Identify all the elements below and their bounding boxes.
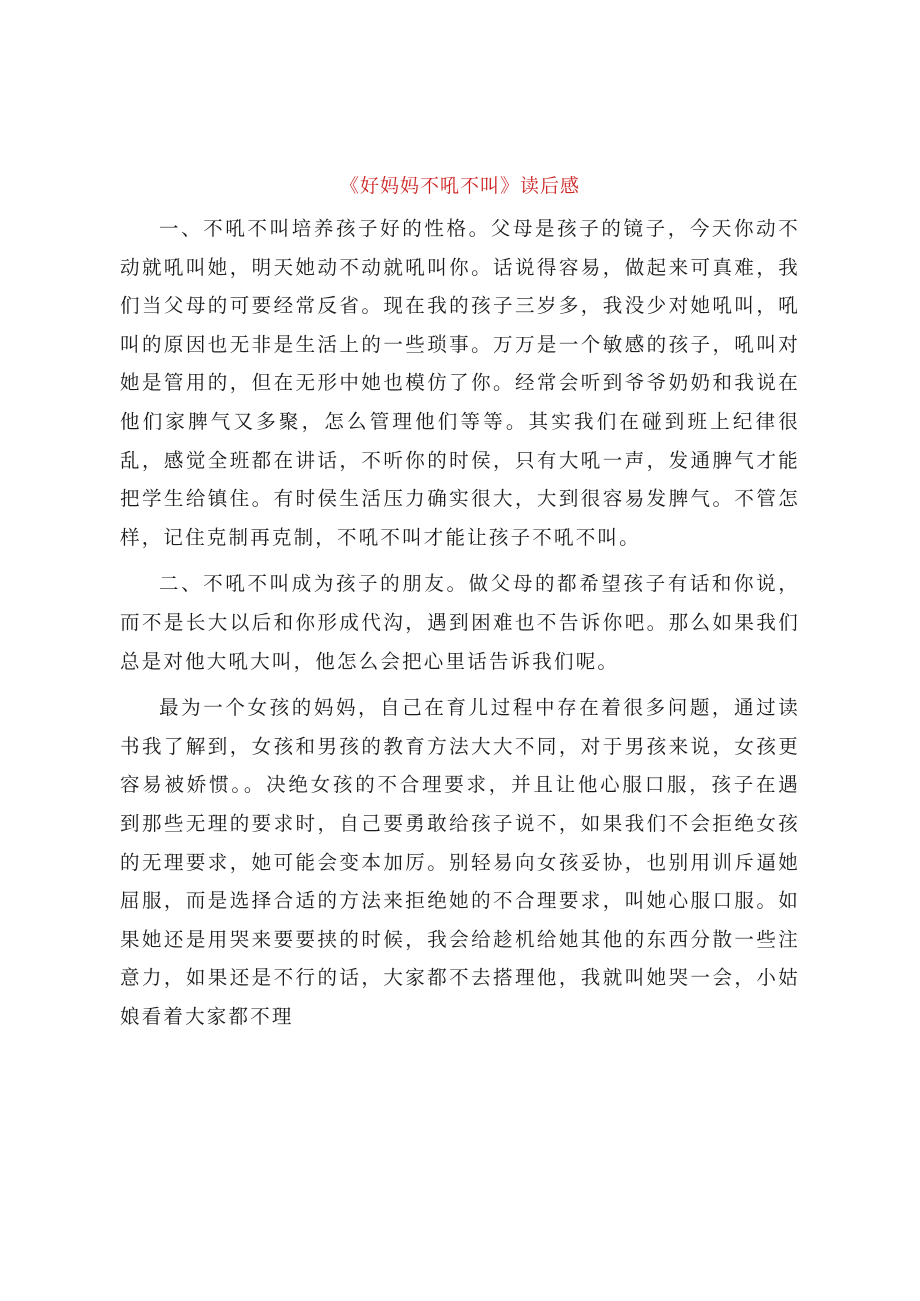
paragraph-3: 最为一个女孩的妈妈，自己在育儿过程中存在着很多问题，通过读书我了解到，女孩和男孩的教育方法大大不同，对于男孩来说，女孩更容易被娇惯。。决绝女孩的不合理要求，并且让他心服口服，孩子在遇到那些无理的要求时，自己要勇敢给孩子说不，如果我们不会拒绝女孩的无理要求，她可能会变本加厉。别轻易向女孩妥协，也别用训斥逼她屈服，而是选择合适的方法来拒绝她的不合理要求，叫她心服口服。如果她还是用哭来要要挟的时候，我会给趁机给她其他的东西分散一些注意力，如果还是不行的话，大家都不去搭理他，我就叫她哭一会，小姑娘看着大家都不理 (120, 696, 800, 1028)
document-body (120, 210, 800, 1044)
paragraph-2: 二、不吼不叫成为孩子的朋友。做父母的都希望孩子有话和你说，而不是长大以后和你形成代沟，遇到困难也不告诉你吧。那么如果我们总是对他大吼大叫，他怎么会把心里话告诉我们呢。 (120, 572, 800, 673)
document-title: 《好妈妈不吼不叫》读后感 (339, 175, 580, 197)
paragraph-1: 一、不吼不叫培养孩子好的性格。父母是孩子的镜子，今天你动不动就吼叫她，明天她动不动就吼叫你。话说得容易，做起来可真难，我们当父母的可要经常反省。现在我的孩子三岁多，我没少对她吼叫，吼叫的原因也无非是生活上的一些琐事。万万是一个敏感的孩子，吼叫对她是管用的，但在无形中她也模仿了你。经常会听到爷爷奶奶和我说在他们家脾气又多聚，怎么管理他们等等。其实我们在碰到班上纪律很乱，感觉全班都在讲话，不听你的时侯，只有大吼一声，发通脾气才能把学生给镇住。有时侯生活压力确实很大，大到很容易发脾气。不管怎样，记住克制再克制，不吼不叫才能让孩子不吼不叫。 (120, 217, 800, 549)
